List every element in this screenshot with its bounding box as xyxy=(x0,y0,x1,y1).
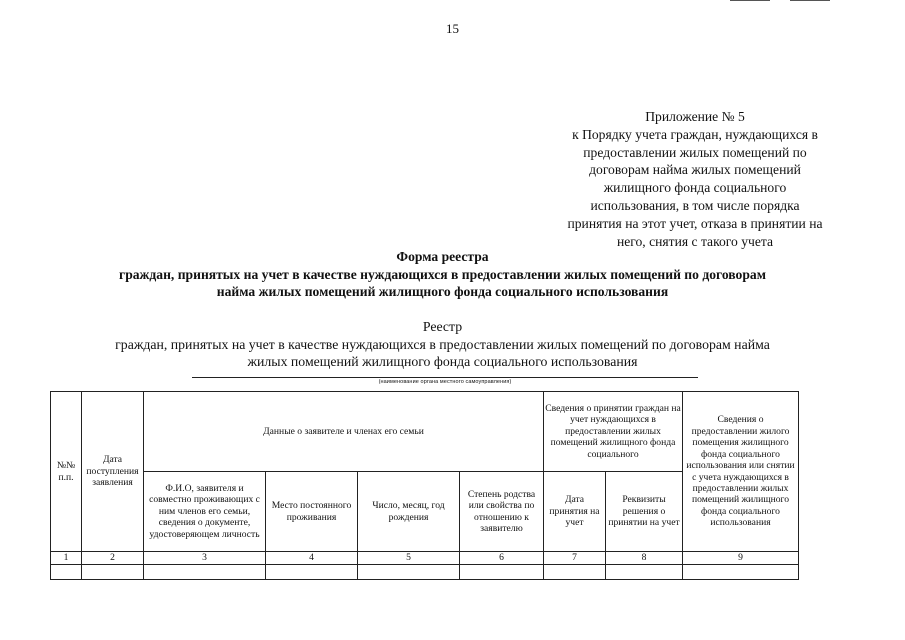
form-title-line: граждан, принятых на учет в качестве нуждающихся в предоставлении жилых помещений по договорам xyxy=(119,266,766,282)
column-number: 1 xyxy=(51,552,82,565)
header-decision-details: Реквизиты решения о принятии на учет xyxy=(606,472,683,552)
header-serial-number: №№ п.п. xyxy=(51,392,82,552)
column-number: 7 xyxy=(544,552,606,565)
authority-name-line[interactable] xyxy=(192,377,698,378)
top-edge-mark-left xyxy=(730,0,770,1)
column-number: 8 xyxy=(606,552,683,565)
appendix-block xyxy=(530,108,860,250)
appendix-line: жилищного фонда социального xyxy=(603,180,787,196)
header-full-name: Ф.И.О, заявителя и совместно проживающих с ним членов его семьи, сведения о документе, удостоверяющем личность xyxy=(144,472,266,552)
header-residence: Место постоянного проживания xyxy=(266,472,358,552)
registry-title xyxy=(0,318,885,371)
header-application-date: Дата поступления заявления xyxy=(82,392,144,552)
column-number: 2 xyxy=(82,552,144,565)
column-number: 6 xyxy=(460,552,544,565)
header-kinship: Степень родства или свойства по отношению к заявителю xyxy=(460,472,544,552)
appendix-line: предоставлении жилых помещений по xyxy=(583,144,807,160)
table-cell[interactable] xyxy=(82,565,144,580)
column-number: 4 xyxy=(266,552,358,565)
appendix-line: к Порядку учета граждан, нуждающихся в xyxy=(572,126,818,142)
column-number: 3 xyxy=(144,552,266,565)
appendix-line: договорам найма жилых помещений xyxy=(589,162,801,178)
registry-title-line: жилых помещений жилищного фонда социального использования xyxy=(247,354,638,369)
top-edge-mark-right xyxy=(790,0,830,1)
page-number: 15 xyxy=(446,21,459,36)
table-cell[interactable] xyxy=(358,565,460,580)
registry-table xyxy=(50,391,799,580)
column-number: 5 xyxy=(358,552,460,565)
form-title-heading: Форма реестра xyxy=(396,249,489,264)
form-title-line: найма жилых помещений жилищного фонда социального использования xyxy=(216,284,669,299)
table-cell[interactable] xyxy=(460,565,544,580)
header-birth-date: Число, месяц, год рождения xyxy=(358,472,460,552)
table-cell[interactable] xyxy=(544,565,606,580)
header-acceptance-info: Сведения о принятии граждан на учет нуждающихся в предоставлении жилых помещений жилищного фонда социального xyxy=(544,392,683,472)
column-number-row xyxy=(51,552,799,565)
table-cell[interactable] xyxy=(266,565,358,580)
header-acceptance-date: Дата принятия на учет xyxy=(544,472,606,552)
appendix-line: использования, в том числе порядка xyxy=(590,197,800,213)
table-row xyxy=(51,565,799,580)
table-cell[interactable] xyxy=(683,565,799,580)
form-title xyxy=(0,248,885,301)
appendix-line: него, снятия с такого учета xyxy=(616,233,774,249)
authority-caption: (наименование органа местного самоуправления) xyxy=(378,379,512,385)
header-applicant-data: Данные о заявителе и членах его семьи xyxy=(144,392,544,472)
appendix-title: Приложение № 5 xyxy=(645,109,745,124)
column-number: 9 xyxy=(683,552,799,565)
table-cell[interactable] xyxy=(144,565,266,580)
table-cell[interactable] xyxy=(51,565,82,580)
appendix-line: принятия на этот учет, отказа в принятии на xyxy=(567,215,823,231)
table-cell[interactable] xyxy=(606,565,683,580)
registry-title-line: граждан, принятых на учет в качестве нуждающихся в предоставлении жилых помещений по договорам найма xyxy=(115,336,770,352)
registry-title-heading: Реестр xyxy=(422,319,463,334)
header-provision-info: Сведения о предоставлении жилого помещения жилищного фонда социального использования или снятии с учета нуждающихся в предоставлении жилых помещений жилищного фонда социального использования xyxy=(683,392,799,552)
